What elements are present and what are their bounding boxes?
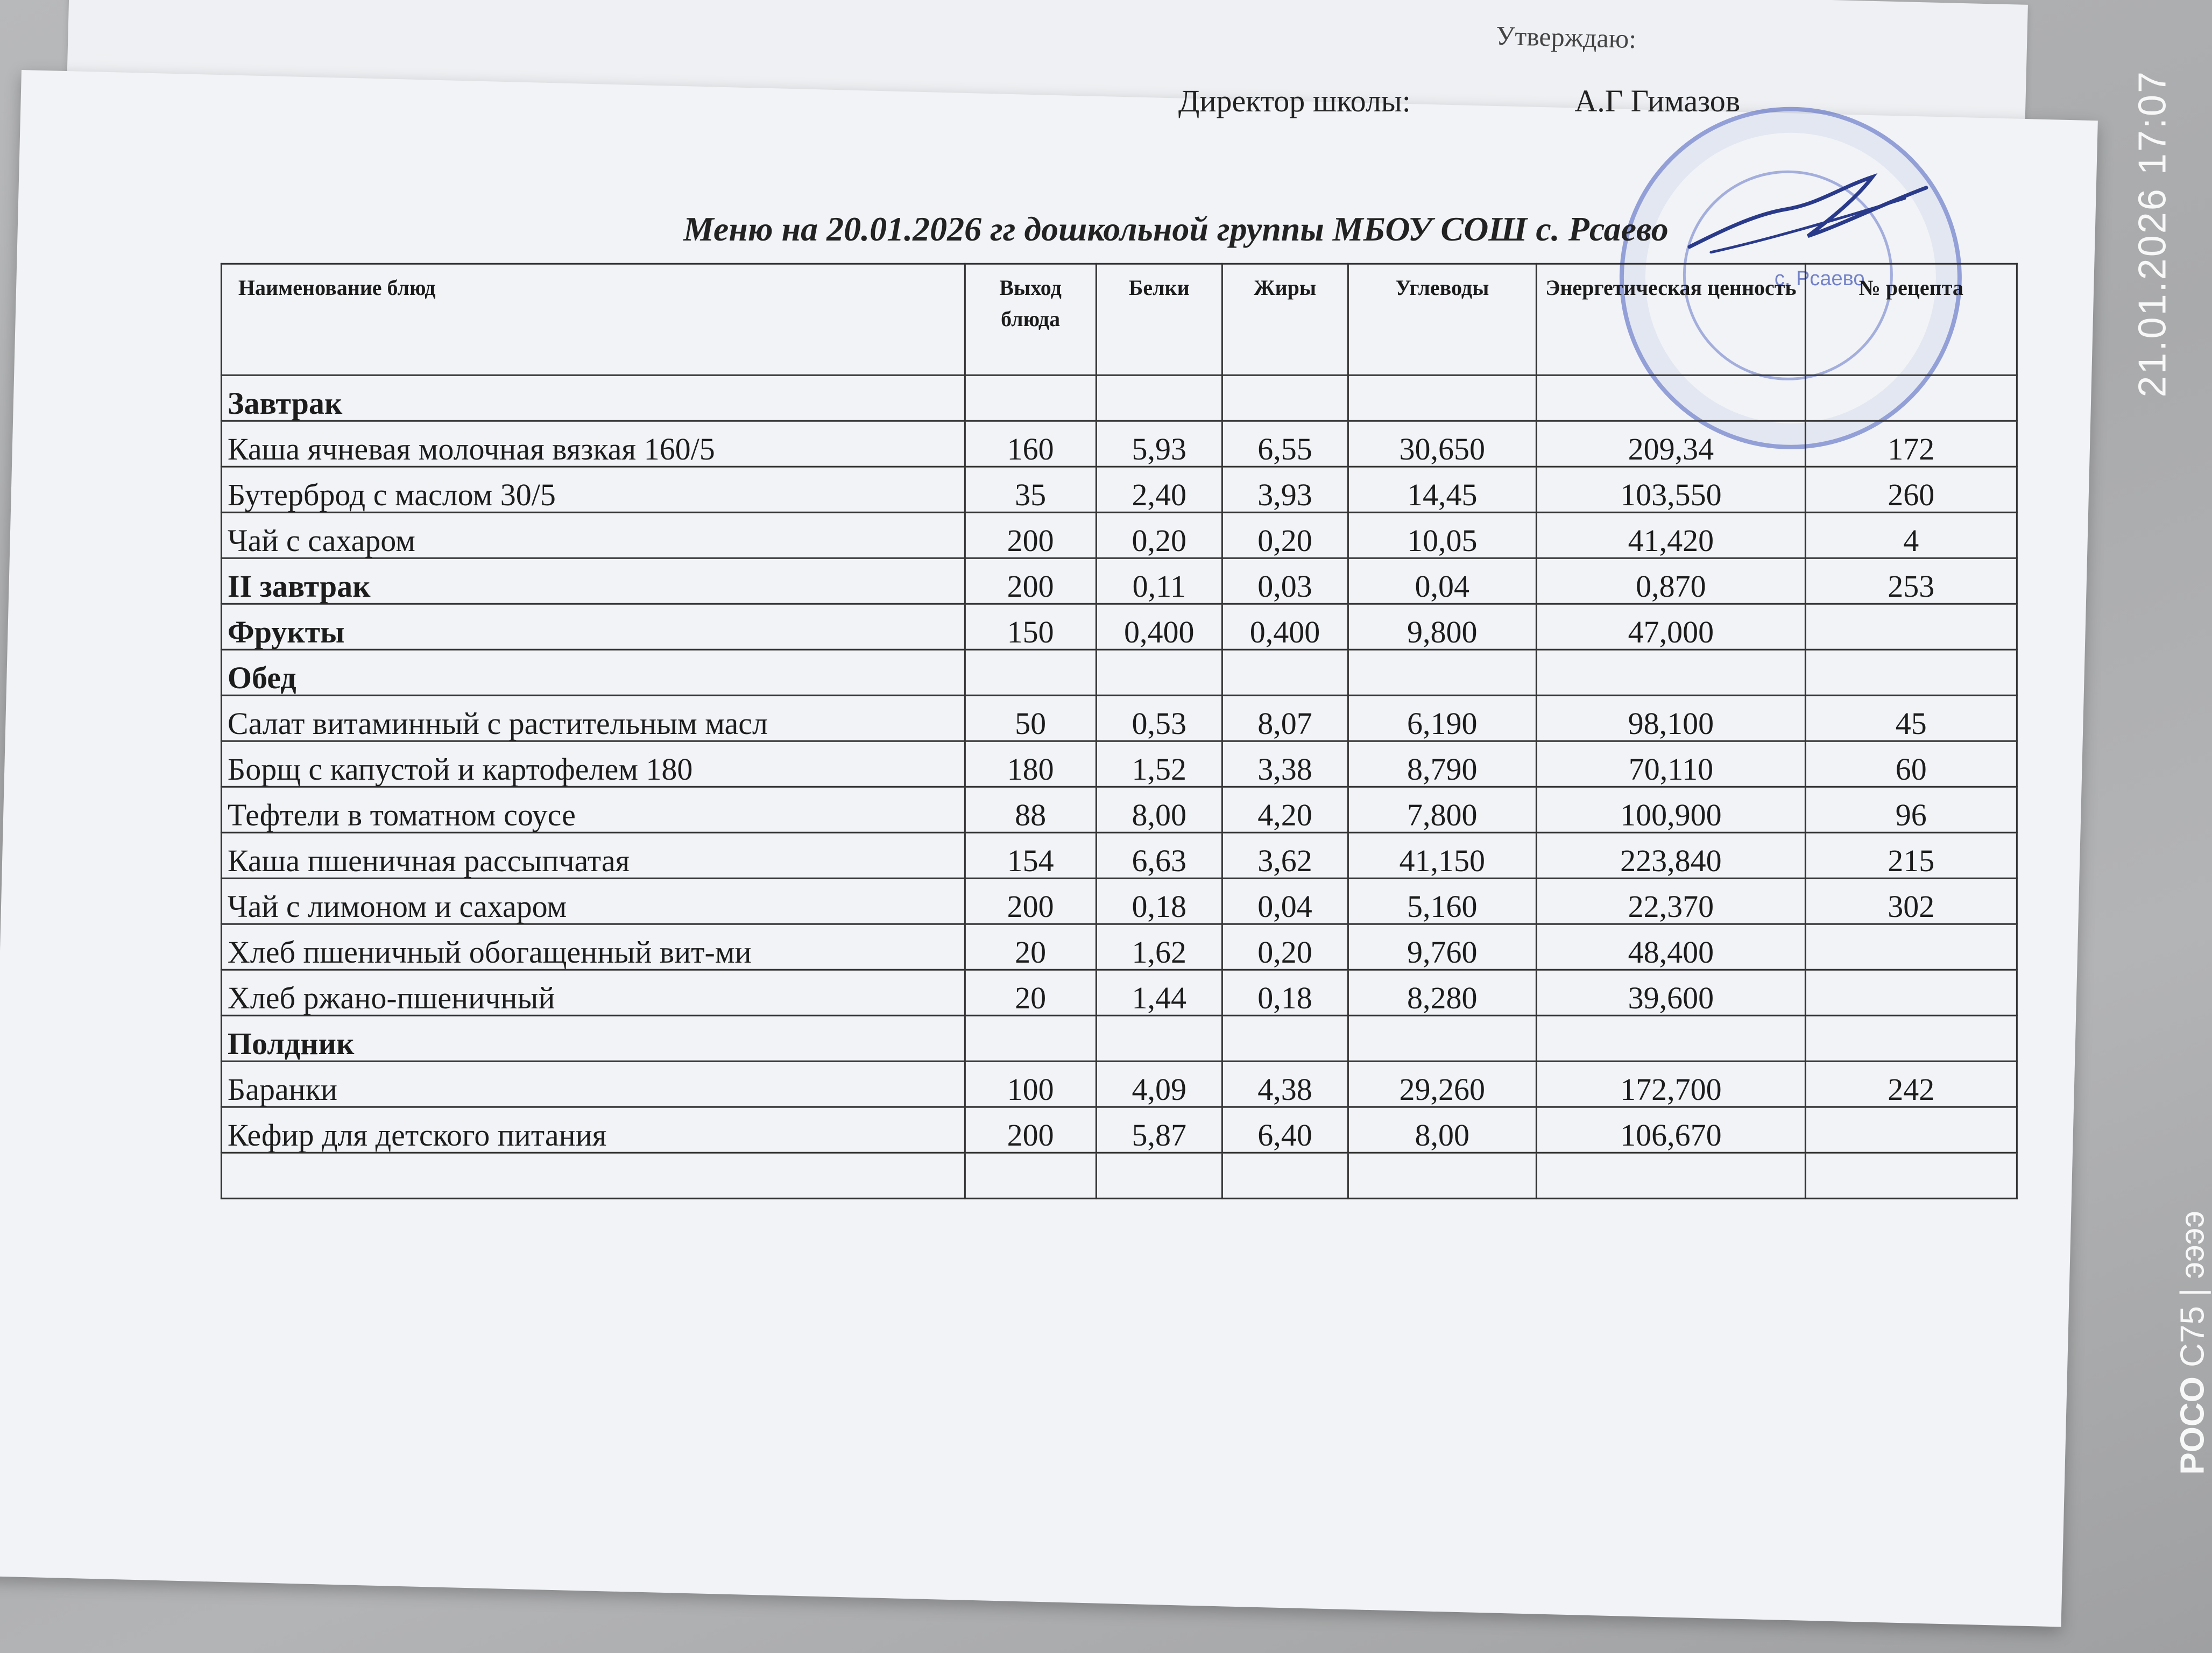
cell-protein: 1,62 xyxy=(1096,924,1222,970)
cell-name: Хлеб пшеничный обогащенный вит-ми xyxy=(221,924,965,970)
cell-recipe xyxy=(1805,924,2017,970)
cell-protein: 1,44 xyxy=(1096,970,1222,1015)
cell-yield: 150 xyxy=(965,604,1096,649)
section-row xyxy=(221,1015,2017,1061)
cell-carbs: 41,150 xyxy=(1348,832,1537,878)
cell-recipe xyxy=(1805,1015,2017,1061)
table-row xyxy=(221,832,2017,878)
menu-table-body xyxy=(221,375,2017,1198)
cell-carbs xyxy=(1348,1015,1537,1061)
brand-name: POCO xyxy=(2174,1376,2211,1475)
cell-carbs: 8,790 xyxy=(1348,741,1537,787)
cell-energy xyxy=(1537,1015,1805,1061)
cell-name: Салат витаминный с растительным масл xyxy=(221,695,965,741)
cell-name xyxy=(221,1153,965,1198)
cell-yield xyxy=(965,1153,1096,1198)
cell-recipe xyxy=(1805,649,2017,695)
cell-protein: 2,40 xyxy=(1096,467,1222,512)
cell-carbs: 5,160 xyxy=(1348,878,1537,924)
cell-carbs xyxy=(1348,1153,1537,1198)
cell-name: Чай с лимоном и сахаром xyxy=(221,878,965,924)
cell-energy: 100,900 xyxy=(1537,787,1805,832)
cell-name: Кефир для детского питания xyxy=(221,1107,965,1153)
cell-carbs: 6,190 xyxy=(1348,695,1537,741)
cell-name: Каша ячневая молочная вязкая 160/5 xyxy=(221,421,965,467)
cell-name: Баранки xyxy=(221,1061,965,1107)
cell-carbs xyxy=(1348,649,1537,695)
cell-protein: 5,87 xyxy=(1096,1107,1222,1153)
header-yield: Выход блюда xyxy=(965,264,1096,375)
cell-carbs xyxy=(1348,375,1537,421)
director-name: А.Г Гимазов xyxy=(1574,83,1741,118)
cell-energy: 223,840 xyxy=(1537,832,1805,878)
cell-fat: 6,55 xyxy=(1222,421,1348,467)
table-row xyxy=(221,878,2017,924)
cell-protein: 4,09 xyxy=(1096,1061,1222,1107)
camera-brand xyxy=(2174,1211,2212,1475)
cell-protein xyxy=(1096,649,1222,695)
cell-recipe: 302 xyxy=(1805,878,2017,924)
table-row xyxy=(221,1153,2017,1198)
cell-fat: 0,18 xyxy=(1222,970,1348,1015)
cell-yield xyxy=(965,375,1096,421)
cell-yield: 160 xyxy=(965,421,1096,467)
header-name: Наименование блюд xyxy=(221,264,965,375)
cell-fat: 3,93 xyxy=(1222,467,1348,512)
section-row xyxy=(221,649,2017,695)
cell-fat: 4,38 xyxy=(1222,1061,1348,1107)
table-row xyxy=(221,512,2017,558)
cell-name: Бутерброд с маслом 30/5 xyxy=(221,467,965,512)
cell-recipe: 215 xyxy=(1805,832,2017,878)
cell-yield: 100 xyxy=(965,1061,1096,1107)
cell-energy: 209,34 xyxy=(1537,421,1805,467)
cell-protein: 0,18 xyxy=(1096,878,1222,924)
cell-carbs: 14,45 xyxy=(1348,467,1537,512)
table-row xyxy=(221,1107,2017,1153)
cell-recipe: 172 xyxy=(1805,421,2017,467)
cell-energy: 39,600 xyxy=(1537,970,1805,1015)
cell-recipe xyxy=(1805,970,2017,1015)
cell-recipe: 4 xyxy=(1805,512,2017,558)
table-row xyxy=(221,787,2017,832)
photo-timestamp: 21.01.2026 17:07 xyxy=(2131,70,2174,398)
cell-protein xyxy=(1096,1153,1222,1198)
cell-energy: 47,000 xyxy=(1537,604,1805,649)
cell-fat xyxy=(1222,1153,1348,1198)
cell-recipe: 60 xyxy=(1805,741,2017,787)
cell-yield: 200 xyxy=(965,1107,1096,1153)
cell-carbs: 30,650 xyxy=(1348,421,1537,467)
menu-sheet xyxy=(0,70,2098,1627)
cell-yield xyxy=(965,649,1096,695)
cell-fat: 6,40 xyxy=(1222,1107,1348,1153)
cell-protein: 6,63 xyxy=(1096,832,1222,878)
cell-recipe xyxy=(1805,1153,2017,1198)
cell-recipe: 253 xyxy=(1805,558,2017,604)
cell-yield: 50 xyxy=(965,695,1096,741)
director-signature xyxy=(1679,166,1937,263)
cell-protein xyxy=(1096,375,1222,421)
cell-fat: 0,04 xyxy=(1222,878,1348,924)
table-row xyxy=(221,695,2017,741)
cell-yield: 88 xyxy=(965,787,1096,832)
header-fat: Жиры xyxy=(1222,264,1348,375)
cell-protein: 5,93 xyxy=(1096,421,1222,467)
cell-name: Чай с сахаром xyxy=(221,512,965,558)
cell-energy xyxy=(1537,1153,1805,1198)
cell-protein xyxy=(1096,1015,1222,1061)
cell-name: Фрукты xyxy=(221,604,965,649)
cell-recipe: 242 xyxy=(1805,1061,2017,1107)
menu-table xyxy=(221,263,2018,1199)
section-row xyxy=(221,558,2017,604)
brand-model: C75 | ээээ xyxy=(2174,1211,2211,1367)
table-row xyxy=(221,467,2017,512)
cell-recipe xyxy=(1805,1107,2017,1153)
cell-name: Обед xyxy=(221,649,965,695)
cell-energy: 0,870 xyxy=(1537,558,1805,604)
cell-fat: 0,20 xyxy=(1222,924,1348,970)
cell-name: Завтрак xyxy=(221,375,965,421)
cell-recipe: 45 xyxy=(1805,695,2017,741)
cell-fat: 3,62 xyxy=(1222,832,1348,878)
cell-energy: 98,100 xyxy=(1537,695,1805,741)
cell-energy: 103,550 xyxy=(1537,467,1805,512)
cell-fat: 8,07 xyxy=(1222,695,1348,741)
table-row xyxy=(221,741,2017,787)
cell-protein: 0,53 xyxy=(1096,695,1222,741)
cell-recipe: 260 xyxy=(1805,467,2017,512)
cell-name: II завтрак xyxy=(221,558,965,604)
cell-fat: 3,38 xyxy=(1222,741,1348,787)
cell-yield: 200 xyxy=(965,558,1096,604)
cell-name: Борщ с капустой и картофелем 180 xyxy=(221,741,965,787)
approve-label: Утверждаю: xyxy=(1495,20,1637,54)
cell-protein: 8,00 xyxy=(1096,787,1222,832)
cell-fat: 0,400 xyxy=(1222,604,1348,649)
header-protein: Белки xyxy=(1096,264,1222,375)
cell-name: Тефтели в томатном соусе xyxy=(221,787,965,832)
cell-yield: 200 xyxy=(965,878,1096,924)
cell-carbs: 9,760 xyxy=(1348,924,1537,970)
cell-recipe: 96 xyxy=(1805,787,2017,832)
director-line xyxy=(1178,83,1740,119)
cell-protein: 1,52 xyxy=(1096,741,1222,787)
cell-fat: 0,20 xyxy=(1222,512,1348,558)
menu-title: Меню на 20.01.2026 гг дошкольной группы МБОУ СОШ с. Рсаево xyxy=(683,209,1669,248)
cell-fat: 0,03 xyxy=(1222,558,1348,604)
cell-protein: 0,400 xyxy=(1096,604,1222,649)
cell-energy: 48,400 xyxy=(1537,924,1805,970)
cell-protein: 0,11 xyxy=(1096,558,1222,604)
cell-energy xyxy=(1537,649,1805,695)
cell-energy: 106,670 xyxy=(1537,1107,1805,1153)
cell-carbs: 9,800 xyxy=(1348,604,1537,649)
cell-recipe xyxy=(1805,604,2017,649)
cell-name: Хлеб ржано-пшеничный xyxy=(221,970,965,1015)
cell-fat xyxy=(1222,375,1348,421)
table-row xyxy=(221,924,2017,970)
cell-carbs: 29,260 xyxy=(1348,1061,1537,1107)
cell-carbs: 10,05 xyxy=(1348,512,1537,558)
cell-carbs: 8,280 xyxy=(1348,970,1537,1015)
cell-yield: 20 xyxy=(965,924,1096,970)
table-row xyxy=(221,1061,2017,1107)
cell-carbs: 0,04 xyxy=(1348,558,1537,604)
sheet-content xyxy=(215,75,2045,1420)
cell-yield: 154 xyxy=(965,832,1096,878)
header-energy: Энергетическая ценность xyxy=(1537,264,1805,375)
cell-energy: 172,700 xyxy=(1537,1061,1805,1107)
cell-energy: 22,370 xyxy=(1537,878,1805,924)
cell-yield: 200 xyxy=(965,512,1096,558)
cell-carbs: 7,800 xyxy=(1348,787,1537,832)
stamp-text: с. Рсаево xyxy=(1774,267,1865,290)
header-carbs: Углеводы xyxy=(1348,264,1537,375)
cell-name: Полдник xyxy=(221,1015,965,1061)
director-label: Директор школы: xyxy=(1178,83,1411,118)
cell-carbs: 8,00 xyxy=(1348,1107,1537,1153)
cell-yield: 180 xyxy=(965,741,1096,787)
cell-energy xyxy=(1537,375,1805,421)
table-row xyxy=(221,970,2017,1015)
cell-protein: 0,20 xyxy=(1096,512,1222,558)
section-row xyxy=(221,375,2017,421)
cell-energy: 41,420 xyxy=(1537,512,1805,558)
cell-fat: 4,20 xyxy=(1222,787,1348,832)
table-header-row xyxy=(221,264,2017,375)
header-recipe: № рецепта xyxy=(1805,264,2017,375)
cell-yield: 35 xyxy=(965,467,1096,512)
cell-fat xyxy=(1222,1015,1348,1061)
table-row xyxy=(221,421,2017,467)
cell-fat xyxy=(1222,649,1348,695)
cell-energy: 70,110 xyxy=(1537,741,1805,787)
cell-name: Каша пшеничная рассыпчатая xyxy=(221,832,965,878)
section-row xyxy=(221,604,2017,649)
cell-yield xyxy=(965,1015,1096,1061)
cell-yield: 20 xyxy=(965,970,1096,1015)
cell-recipe xyxy=(1805,375,2017,421)
